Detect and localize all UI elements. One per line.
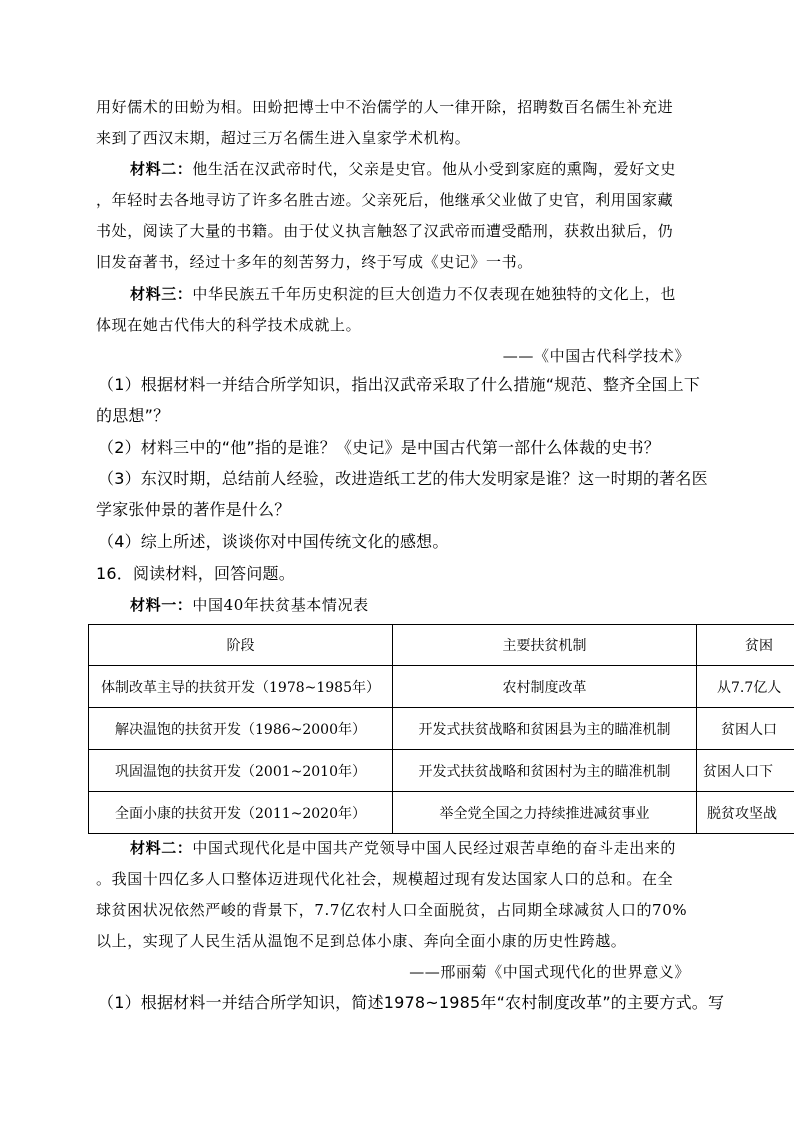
material2-label: 材料二：	[130, 160, 193, 178]
table-header-row	[89, 625, 794, 666]
q16-material1-label: 材料一：	[130, 596, 193, 614]
table-cell: 开发式扶贫战略和贫困县为主的瞄准机制	[393, 708, 697, 750]
table-header-cell: 贫困	[697, 625, 794, 666]
table-cell: 全面小康的扶贫开发（2011~2020年）	[89, 792, 393, 834]
material2-text-line1: 他生活在汉武帝时代，父亲是史官。他从小受到家庭的熏陶，爱好文史	[192, 160, 677, 178]
table-cell: 巩固温饱的扶贫开发（2001~2010年）	[89, 750, 393, 792]
q16-heading: 16．阅读材料，回答问题。	[96, 564, 295, 583]
q16-material2-source: ——邢丽菊《中国式现代化的世界意义》	[409, 963, 690, 981]
table-cell: 贫困人口	[697, 708, 794, 750]
table-cell: 开发式扶贫战略和贫困村为主的瞄准机制	[393, 750, 697, 792]
table-header-cell: 阶段	[89, 625, 393, 666]
table-cell: 农村制度改革	[393, 666, 697, 708]
q16-material2-text-line4: 以上，实现了人民生活从温饱不足到总体小康、奔向全面小康的历史性跨越。	[96, 932, 627, 950]
material2-text-line2: ，年轻时去各地寻访了许多名胜古迹。父亲死后，他继承父业做了史官，利用国家藏	[96, 191, 674, 209]
material3-label: 材料三：	[130, 285, 193, 303]
material3-source: ——《中国古代科学技术》	[502, 347, 690, 365]
table-cell: 从7.7亿人	[697, 666, 794, 708]
q16-part1: （1）根据材料一并结合所学知识，简述1978~1985年“农村制度改革”的主要方式。写	[98, 993, 725, 1012]
q16-material1-title-line	[130, 595, 369, 615]
material3-text-line1: 中华民族五千年历史积淀的巨大创造力不仅表现在她独特的文化上，也	[192, 285, 677, 303]
q16-material2-label: 材料二：	[130, 839, 193, 857]
q15-part4: （4）综上所述，谈谈你对中国传统文化的感想。	[98, 532, 449, 551]
table-cell: 举全党全国之力持续推进减贫事业	[393, 792, 697, 834]
material1-continued-line1: 用好儒术的田蚡为相。田蚡把博士中不治儒学的人一律开除，招聘数百名儒生补充进	[96, 98, 674, 116]
q15-part3-line1: （3）东汉时期，总结前人经验，改进造纸工艺的伟大发明家是谁？这一时期的著名医	[98, 469, 708, 488]
q15-part1-line2: 的思想”？	[96, 406, 170, 425]
q16-material2-line1	[130, 838, 676, 858]
material3-text-line2: 体现在她古代伟大的科学技术成就上。	[96, 316, 362, 334]
q15-part3-line2: 学家张仲景的著作是什么？	[96, 500, 291, 519]
q15-part2: （2）材料三中的“他”指的是谁？《史记》是中国古代第一部什么体裁的史书？	[98, 438, 660, 457]
material2-text-line3: 书处，阅读了大量的书籍。由于仗义执言触怒了汉武帝而遭受酷刑，获救出狱后，仍	[96, 222, 674, 240]
poverty-table	[88, 624, 794, 834]
q16-material2-text-line3: 球贫困状况依然严峻的背景下，7.7亿农村人口全面脱贫，占同期全球减贫人口的70%	[96, 901, 688, 919]
material2-text-line4: 旧发奋著书，经过十多年的刻苦努力，终于写成《史记》一书。	[96, 253, 533, 271]
poverty-table-container	[88, 624, 794, 838]
material1-continued-line2: 来到了西汉末期，超过三万名儒生进入皇家学术机构。	[96, 129, 471, 147]
table-cell: 体制改革主导的扶贫开发（1978~1985年）	[89, 666, 393, 708]
table-row	[89, 792, 794, 834]
table-cell: 解决温饱的扶贫开发（1986~2000年）	[89, 708, 393, 750]
material2-paragraph-line1	[130, 159, 676, 179]
q16-material2-text-line1: 中国式现代化是中国共产党领导中国人民经过艰苦卓绝的奋斗走出来的	[192, 839, 677, 857]
table-row	[89, 708, 794, 750]
q16-material2-text-line2: 。我国十四亿多人口整体迈进现代化社会，规模超过现有发达国家人口的总和。在全	[96, 870, 674, 888]
table-header-cell: 主要扶贫机制	[393, 625, 697, 666]
table-row	[89, 666, 794, 708]
material3-paragraph-line1	[130, 284, 676, 304]
table-row	[89, 750, 794, 792]
q15-part1-line1: （1）根据材料一并结合所学知识，指出汉武帝采取了什么措施“规范、整齐全国上下	[98, 375, 701, 394]
table-cell: 脱贫攻坚战	[697, 792, 794, 834]
q16-material1-title: 中国40年扶贫基本情况表	[192, 596, 369, 614]
table-cell: 贫困人口下	[697, 750, 794, 792]
